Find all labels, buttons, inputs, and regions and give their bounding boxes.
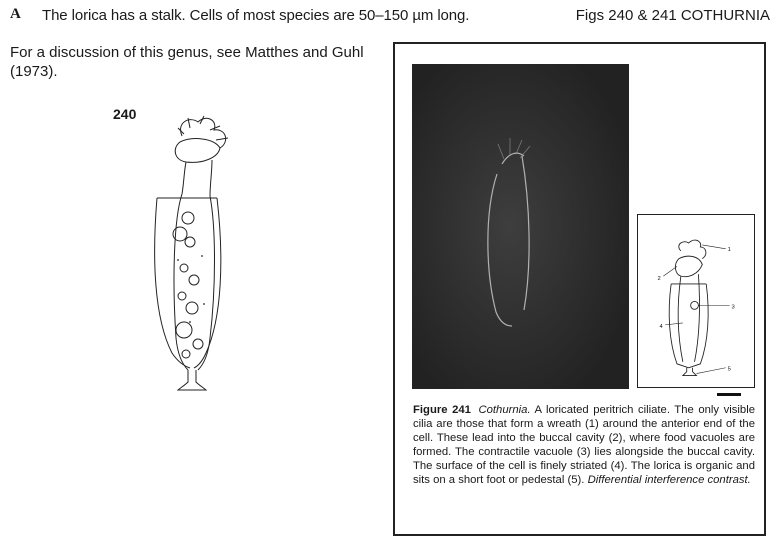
caption-body: A loricated peritrich ciliate. The only visible cilia are those that form a wreath (1) around the anterior end of the cell. These lead into the buccal cavity (2), where food vacuoles are formed. The contractile vacuole (3) lies alongside the buccal cavity. The surface of the cell is finely striated (4). The lorica is organic and sits on a short foot or pedestal (5).: [413, 404, 755, 486]
intro-paragraph: For a discussion of this genus, see Matthes and Guhl (1973).: [10, 44, 364, 80]
figure-240-number: 240: [113, 106, 137, 122]
figure-241-caption: [413, 403, 755, 487]
caption-method: Differential interference contrast.: [587, 474, 751, 486]
section-title: The lorica has a stalk. Cells of most species are 50–150 µm long.: [42, 7, 470, 24]
section-letter: A: [10, 6, 21, 22]
inset-label-2: 2: [657, 276, 661, 283]
caption-genus: Cothurnia.: [478, 404, 531, 416]
figure-reference: Figs 240 & 241 COTHURNIA: [575, 7, 770, 24]
inset-label-4: 4: [659, 323, 663, 330]
inset-label-1: 1: [727, 246, 731, 253]
figure-241-inset-diagram: [637, 214, 755, 388]
caption-figure-label: Figure 241: [413, 404, 471, 416]
inset-label-5: 5: [727, 366, 731, 373]
scale-bar: [717, 393, 741, 396]
figure-241-micrograph: [412, 64, 629, 389]
inset-label-3: 3: [731, 304, 735, 311]
figure-240-drawing: [132, 108, 242, 398]
